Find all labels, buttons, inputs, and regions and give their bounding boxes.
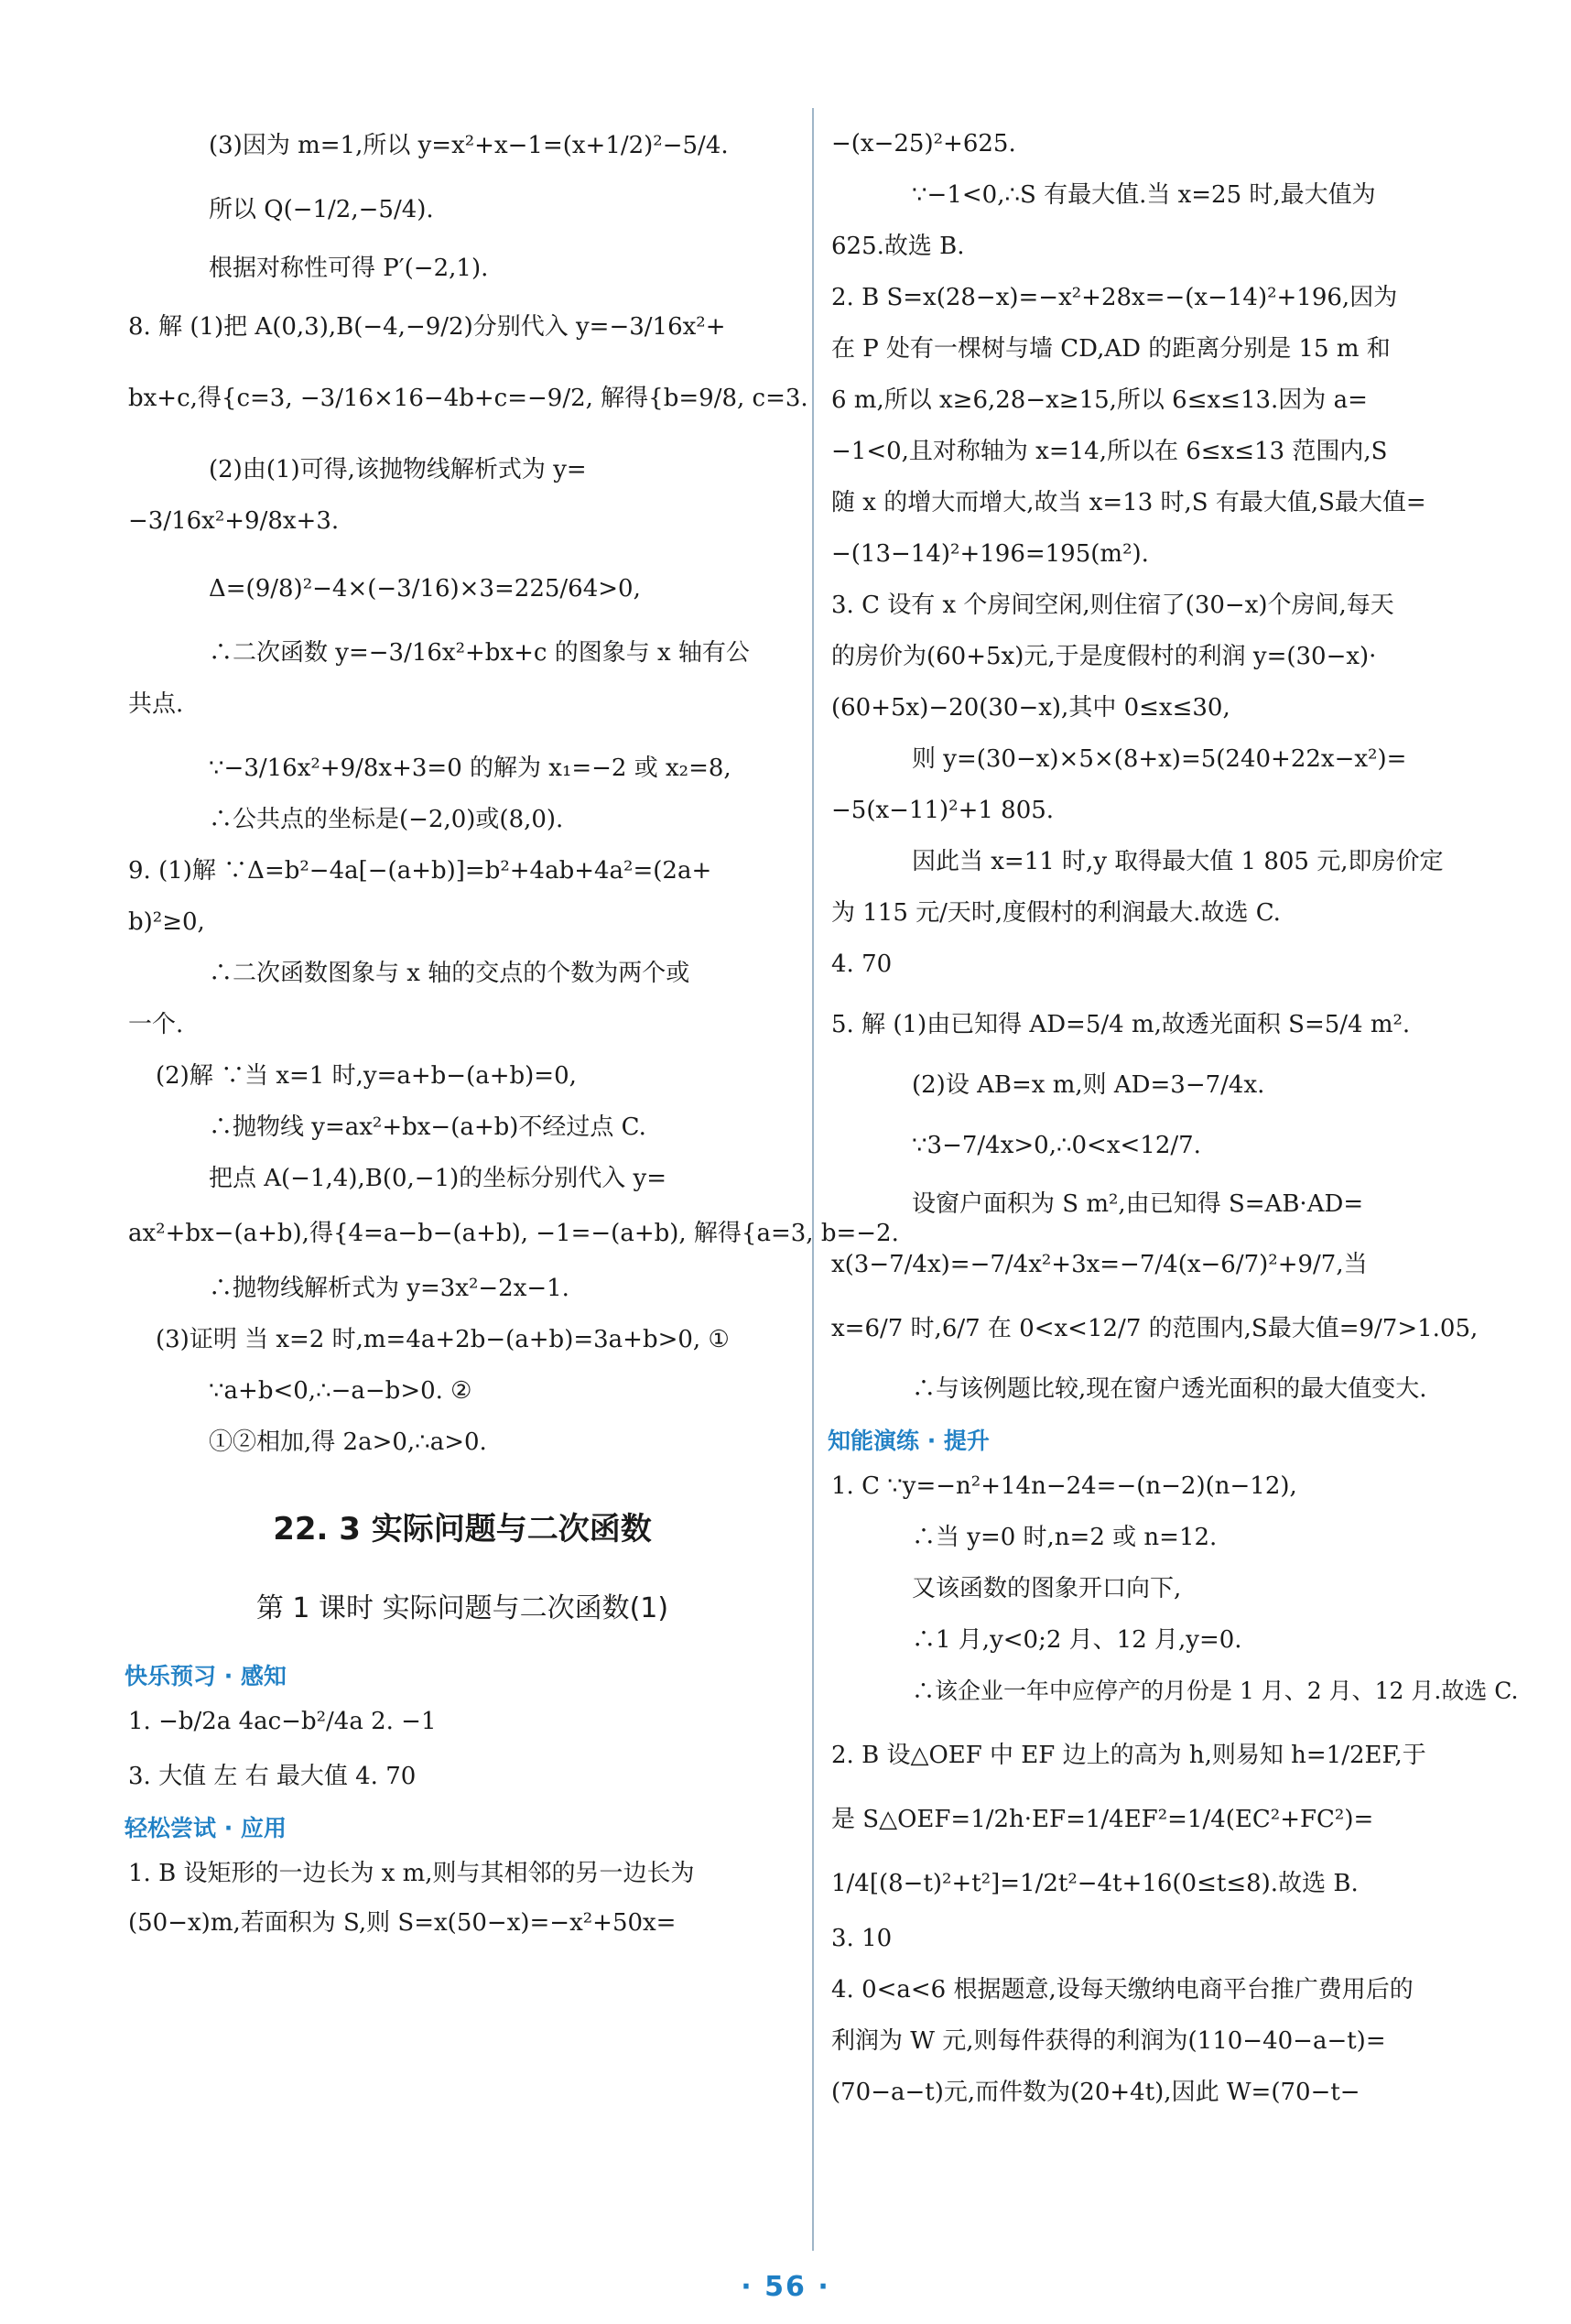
problem-1: 1. C ∵y=−n²+14n−24=−(n−2)(n−12), bbox=[831, 1472, 1297, 1500]
text-line: x=6/7 时,6/7 在 0<x<12/7 的范围内,S最大值=9/7>1.05, bbox=[831, 1315, 1479, 1342]
text-line: 1/4[(8−t)²+t²]=1/2t²−4t+16(0≤t≤8).故选 B. bbox=[831, 1870, 1359, 1897]
text-line: 把点 A(−1,4),B(0,−1)的坐标分别代入 y= bbox=[209, 1165, 666, 1192]
lesson-heading: 第 1 课时 实际问题与二次函数(1) bbox=[255, 1592, 669, 1624]
problem-9: 9. (1)解 ∵Δ=b²−4a[−(a+b)]=b²+4ab+4a²=(2a+ bbox=[128, 857, 712, 885]
text-line: 因此当 x=11 时,y 取得最大值 1 805 元,即房价定 bbox=[912, 848, 1444, 875]
text-line: ∵−3/16x²+9/8x+3=0 的解为 x₁=−2 或 x₂=8, bbox=[209, 755, 731, 782]
section-label-try: 轻松尝试 · 应用 bbox=[125, 1815, 287, 1841]
text-line: ∴抛物线 y=ax²+bx−(a+b)不经过点 C. bbox=[209, 1113, 646, 1141]
text-line: ax²+bx−(a+b),得{4=a−b−(a+b), −1=−(a+b), 解得{a=3, b=−2. bbox=[128, 1220, 899, 1247]
text-line: 625.故选 B. bbox=[831, 233, 965, 260]
column-divider bbox=[812, 108, 814, 2251]
problem-3: 3. C 设有 x 个房间空闲,则住宿了(30−x)个房间,每天 bbox=[831, 592, 1394, 619]
text-line: b)²≥0, bbox=[128, 908, 205, 936]
text-line: (50−x)m,若面积为 S,则 S=x(50−x)=−x²+50x= bbox=[128, 1909, 677, 1937]
section-heading: 22. 3 实际问题与二次函数 bbox=[273, 1511, 652, 1548]
text-line: 利润为 W 元,则每件获得的利润为(110−40−a−t)= bbox=[831, 2027, 1386, 2055]
text-line: 一个. bbox=[128, 1011, 184, 1038]
right-column bbox=[828, 108, 1519, 2106]
text-line: ∴与该例题比较,现在窗户透光面积的最大值变大. bbox=[912, 1375, 1427, 1403]
text-line: (2)设 AB=x m,则 AD=3−7/4x. bbox=[912, 1071, 1265, 1099]
text-line: 在 P 处有一棵树与墙 CD,AD 的距离分别是 15 m 和 bbox=[831, 335, 1391, 363]
text-line: (3)因为 m=1,所以 y=x²+x−1=(x+1/2)²−5/4. bbox=[209, 132, 729, 159]
text-line: (2)由(1)可得,该抛物线解析式为 y= bbox=[209, 456, 587, 483]
text-line: x(3−7/4x)=−7/4x²+3x=−7/4(x−6/7)²+9/7,当 bbox=[831, 1251, 1368, 1278]
text-line: 所以 Q(−1/2,−5/4). bbox=[209, 196, 434, 223]
text-line: ∴当 y=0 时,n=2 或 n=12. bbox=[912, 1524, 1218, 1551]
text-line: −1<0,且对称轴为 x=14,所以在 6≤x≤13 范围内,S bbox=[831, 438, 1388, 465]
problem-2: 2. B 设△OEF 中 EF 边上的高为 h,则易知 h=1/2EF,于 bbox=[831, 1742, 1426, 1769]
text-line: ∵−1<0,∴S 有最大值.当 x=25 时,最大值为 bbox=[912, 181, 1376, 209]
text-line: 的房价为(60+5x)元,于是度假村的利润 y=(30−x)· bbox=[831, 643, 1377, 670]
text-line: ∴二次函数 y=−3/16x²+bx+c 的图象与 x 轴有公 bbox=[209, 639, 750, 667]
text-line: −3/16x²+9/8x+3. bbox=[128, 507, 340, 535]
text-line: ∴二次函数图象与 x 轴的交点的个数为两个或 bbox=[209, 960, 690, 987]
text-line: ∴抛物线解析式为 y=3x²−2x−1. bbox=[209, 1275, 569, 1302]
text-line: −(13−14)²+196=195(m²). bbox=[831, 540, 1149, 568]
problem-4: 4. 0<a<6 根据题意,设每天缴纳电商平台推广费用后的 bbox=[831, 1976, 1414, 2004]
text-line: 1. −b/2a 4ac−b²/4a 2. −1 bbox=[128, 1708, 437, 1735]
problem-8: 8. 解 (1)把 A(0,3),B(−4,−9/2)分别代入 y=−3/16x²+ bbox=[128, 313, 726, 341]
text-line: ∴公共点的坐标是(−2,0)或(8,0). bbox=[209, 806, 564, 833]
problem-2: 2. B S=x(28−x)=−x²+28x=−(x−14)²+196,因为 bbox=[831, 284, 1398, 311]
section-label-preview: 快乐预习 · 感知 bbox=[125, 1663, 287, 1689]
text-line: (3)证明 当 x=2 时,m=4a+2b−(a+b)=3a+b>0, ① bbox=[156, 1326, 730, 1353]
problem-4: 4. 70 bbox=[831, 950, 893, 978]
problem-3: 3. 10 bbox=[831, 1925, 893, 1952]
text-line: (70−a−t)元,而件数为(20+4t),因此 W=(70−t− bbox=[831, 2079, 1360, 2106]
text-line: 则 y=(30−x)×5×(8+x)=5(240+22x−x²)= bbox=[912, 745, 1407, 773]
text-line: 为 115 元/天时,度假村的利润最大.故选 C. bbox=[831, 899, 1281, 927]
text-line: (2)解 ∵当 x=1 时,y=a+b−(a+b)=0, bbox=[156, 1062, 577, 1090]
text-line: (60+5x)−20(30−x),其中 0≤x≤30, bbox=[831, 694, 1230, 722]
text-line: 设窗户面积为 S m²,由已知得 S=AB·AD= bbox=[912, 1190, 1364, 1218]
text-line: −(x−25)²+625. bbox=[831, 130, 1016, 157]
text-line: 1. B 设矩形的一边长为 x m,则与其相邻的另一边长为 bbox=[128, 1860, 695, 1887]
text-line: ∵a+b<0,∴−a−b>0. ② bbox=[209, 1377, 472, 1405]
text-line: 6 m,所以 x≥6,28−x≥15,所以 6≤x≤13.因为 a= bbox=[831, 386, 1368, 414]
text-line: 随 x 的增大而增大,故当 x=13 时,S 有最大值,S最大值= bbox=[831, 489, 1426, 516]
text-line: ∴该企业一年中应停产的月份是 1 月、2 月、12 月.故选 C. bbox=[912, 1678, 1519, 1704]
section-label-improve: 知能演练 · 提升 bbox=[828, 1428, 990, 1454]
text-line: ∴1 月,y<0;2 月、12 月,y=0. bbox=[912, 1626, 1242, 1654]
page-number-text: · 56 · bbox=[741, 2271, 830, 2303]
text-line: 共点. bbox=[128, 690, 184, 718]
text-line: −5(x−11)²+1 805. bbox=[831, 797, 1055, 824]
page-number bbox=[0, 2271, 1571, 2303]
text-line: 3. 大值 左 右 最大值 4. 70 bbox=[128, 1763, 417, 1790]
text-line: Δ=(9/8)²−4×(−3/16)×3=225/64>0, bbox=[209, 575, 641, 603]
problem-5: 5. 解 (1)由已知得 AD=5/4 m,故透光面积 S=5/4 m². bbox=[831, 1011, 1411, 1038]
text-line: 是 S△OEF=1/2h·EF=1/4EF²=1/4(EC²+FC²)= bbox=[831, 1806, 1374, 1833]
text-line: ①②相加,得 2a>0,∴a>0. bbox=[209, 1428, 487, 1456]
text-line: bx+c,得{c=3, −3/16×16−4b+c=−9/2, 解得{b=9/8, c=3. bbox=[128, 385, 808, 412]
text-line: 又该函数的图象开口向下, bbox=[912, 1575, 1182, 1602]
text-line: ∵3−7/4x>0,∴0<x<12/7. bbox=[912, 1132, 1201, 1159]
text-line: 根据对称性可得 P′(−2,1). bbox=[209, 255, 489, 282]
